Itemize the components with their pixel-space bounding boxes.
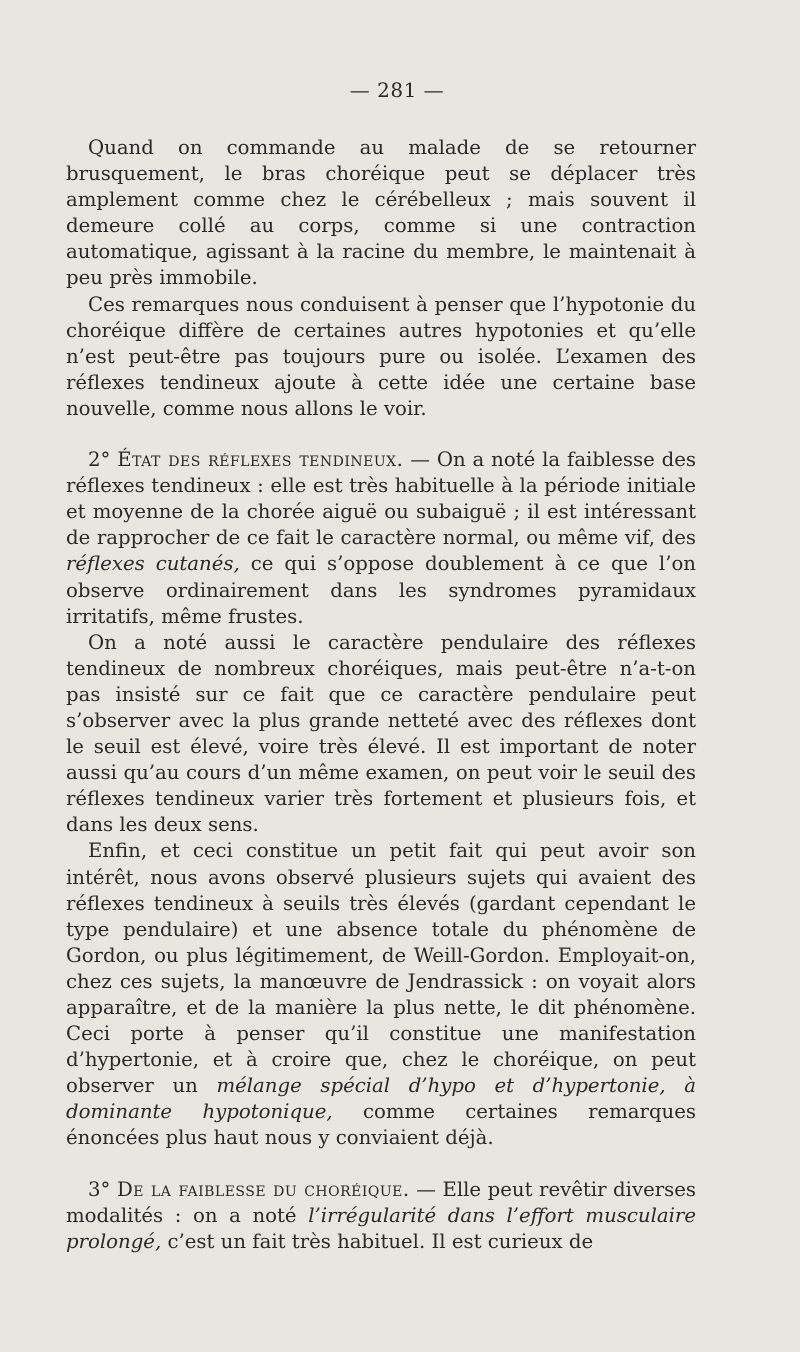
paragraph-4-text: On a noté aussi le caractère pendulaire des réflexes tendineux de nombreux choréiques, mais peut-être n’a-t-on pas insisté sur ce fait que ce caractère pendulaire peut s’observer avec la plus grande netteté avec des réflexes dont le seuil est élevé, voire très élevé. Il est important de noter aussi qu’au cours d’un même examen, on peut voir le seuil des réflexes tendineux varier très fortement et plusieurs fois, et dans les deux sens.: [66, 630, 696, 837]
paragraph-2: [66, 292, 696, 422]
section-2-text-b: ce qui s’oppose doublement à ce que l’on observe ordinairement dans les syndromes pyramidaux irritatifs, même frustes.: [66, 552, 696, 628]
paragraph-1-text: Quand on commande au malade de se retourner brusquement, le bras choréique peut se déplacer très amplement comme chez le cérébelleux ; mais souvent il demeure collé au corps, comme si une contraction automatique, agissant à la racine du membre, le maintenait à peu près immobile.: [66, 136, 696, 290]
paragraph-5-text-b: comme certaines remarques énoncées plus haut nous y conviaient déjà.: [66, 1100, 696, 1150]
section-3-heading: De la faiblesse du choréique.: [116, 1177, 410, 1201]
paragraph-1: [66, 135, 696, 292]
section-3-text-b: c’est un fait très habituel. Il est curieux de: [161, 1229, 594, 1253]
section-2-italic: réflexes cutanés,: [66, 552, 240, 576]
paragraph-5-text-a: Enfin, et ceci constitue un petit fait qui peut avoir son intérêt, nous avons observé plusieurs sujets qui avaient des réflexes tendineux à seuils très élevés (gardant cependant le type pendulaire) et une absence totale du phénomène de Gordon, ou plus légitimement, de Weill-Gordon. Employait-on, chez ces sujets, la manœuvre de Jendrassick : on voyait alors apparaître, et de la manière la plus nette, le dit phénomène. Ceci porte à penser qu’il constitue une manifestation d’hypertonie, et à croire que, chez le choréique, on peut observer un: [66, 839, 696, 1098]
paragraph-2-text: Ces remarques nous conduisent à penser que l’hypotonie du choréique diffère de certaines autres hypotonies et qu’elle n’est peut-être pas toujours pure ou isolée. L’examen des réflexes tendineux ajoute à cette idée une certaine base nouvelle, comme nous allons le voir.: [66, 292, 696, 420]
section-3-italic: l’irrégularité dans l’effort musculaire prolongé,: [66, 1203, 696, 1253]
paragraph-4: [66, 630, 696, 839]
paragraph-5-italic: mélange spécial d’hypo et d’hypertonie, à dominante hypotonique,: [66, 1074, 696, 1124]
body-text: [66, 135, 696, 1255]
section-2-heading: État des réflexes tendineux.: [117, 448, 404, 472]
section-2-paragraph: [66, 447, 696, 630]
paragraph-5: [66, 838, 696, 1151]
section-3-text-a: — Elle peut revêtir diverses modalités : on a noté: [66, 1177, 696, 1227]
section-3-paragraph: [66, 1177, 696, 1255]
page-number: — 281 —: [349, 78, 445, 102]
section-2-number: 2°: [88, 448, 111, 472]
section-2-text-a: — On a noté la faiblesse des réflexes tendineux : elle est très habituelle à la période initiale et moyenne de la chorée aiguë ou subaiguë ; il est intéressant de rapprocher de ce fait le caractère normal, ou même vif, des: [66, 448, 696, 550]
section-3-number: 3°: [88, 1177, 111, 1201]
